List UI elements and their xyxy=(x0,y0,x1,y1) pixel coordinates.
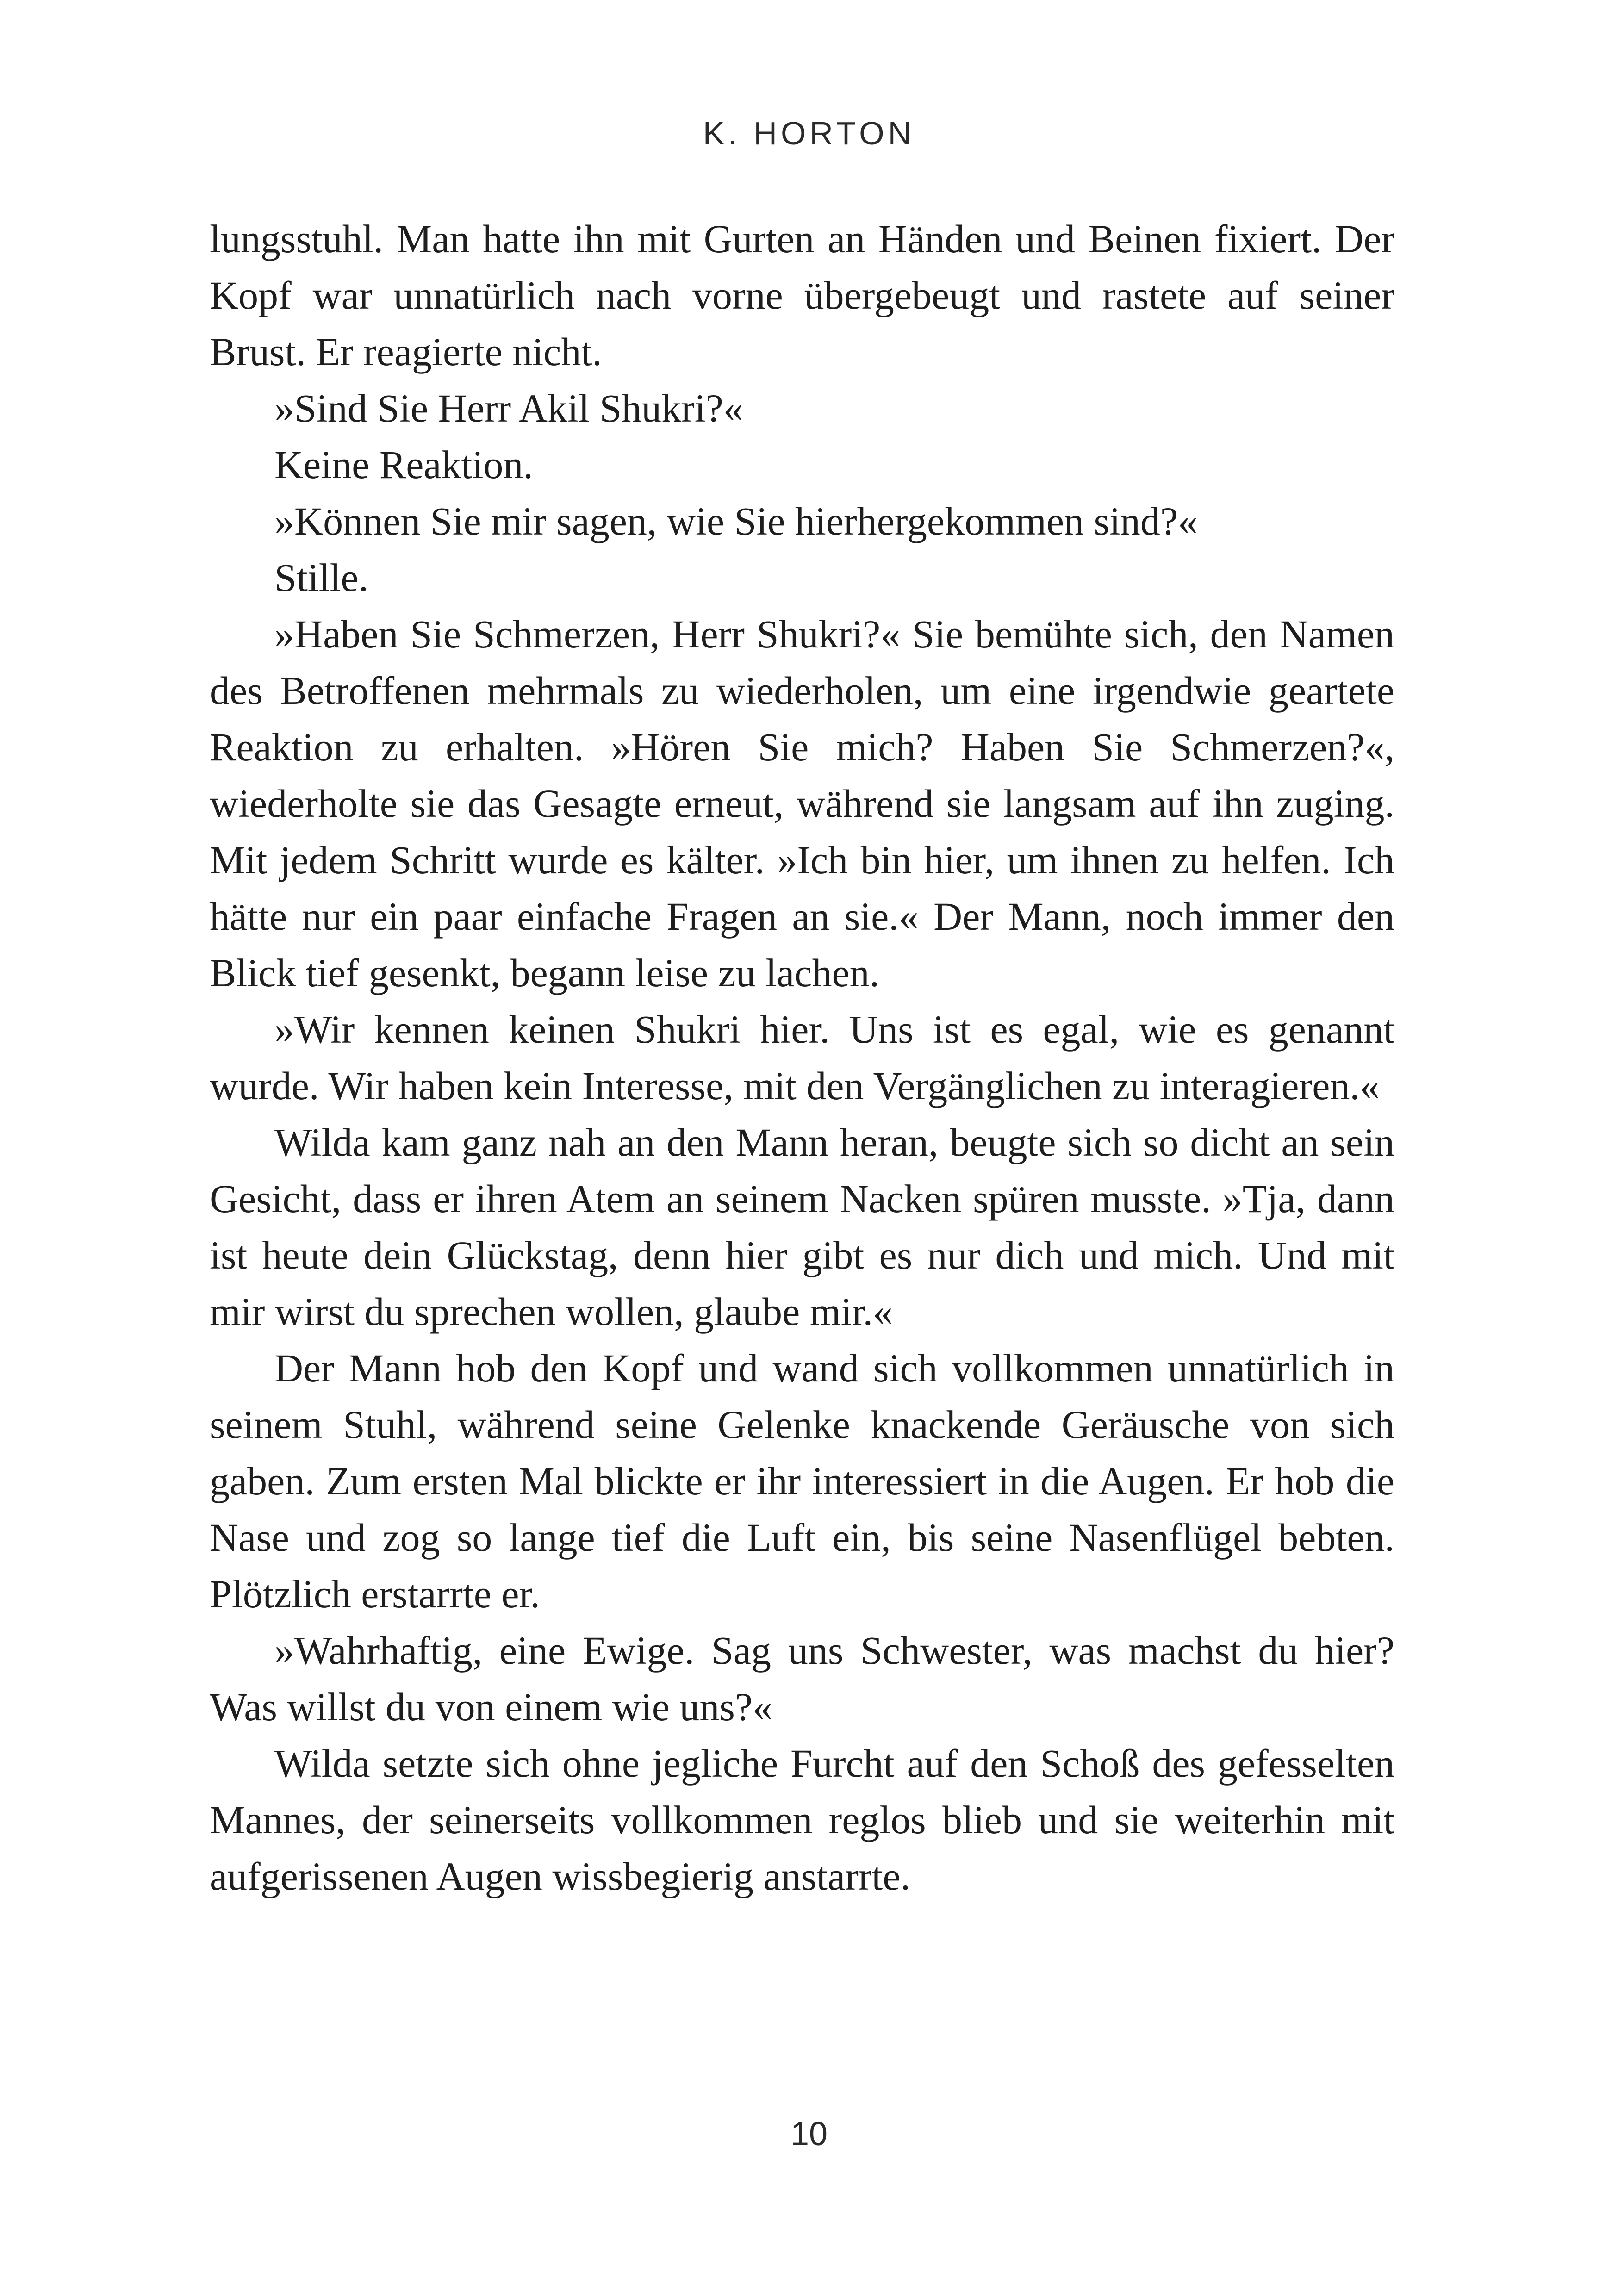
paragraph: »Wahrhaftig, eine Ewige. Sag uns Schwester, was machst du hier? Was willst du von einem wie uns?« xyxy=(210,1628,1394,1729)
running-head-author: K. HORTON xyxy=(703,115,915,151)
paragraph: Der Mann hob den Kopf und wand sich vollkommen unnatürlich in seinem Stuhl, während seine Gelenke knackende Geräusche von sich gaben. Zum ersten Mal blickte er ihr interessiert in die Augen. Er hob die Nase und zog so lange tief die Luft ein, bis seine Nasenflügel bebten. Plötzlich erstarrte er. xyxy=(210,1346,1394,1616)
paragraph-continuation: lungsstuhl. Man hatte ihn mit Gurten an Händen und Beinen fixiert. Der Kopf war unnatürlich nach vorne übergebeugt und rastete auf seiner Brust. Er reagierte nicht. xyxy=(210,217,1394,374)
paragraph: Stille. xyxy=(274,555,369,600)
paragraph: Keine Reaktion. xyxy=(274,442,533,487)
paragraph: »Wir kennen keinen Shukri hier. Uns ist es egal, wie es genannt wurde. Wir haben kein Interesse, mit den Vergänglichen zu interagieren.« xyxy=(210,1007,1394,1108)
body-text xyxy=(210,211,1394,1904)
page-number: 10 xyxy=(790,2116,828,2153)
paragraph: Wilda setzte sich ohne jegliche Furcht auf den Schoß des gefesselten Mannes, der seinerseits vollkommen reglos blieb und sie weiterhin mit aufgerissenen Augen wissbegierig anstarrte. xyxy=(210,1741,1394,1898)
paragraph: »Können Sie mir sagen, wie Sie hierhergekommen sind?« xyxy=(274,499,1198,543)
paragraph: »Haben Sie Schmerzen, Herr Shukri?« Sie bemühte sich, den Namen des Betroffenen mehrmals zu wiederholen, um eine irgendwie geartete Reaktion zu erhalten. »Hören Sie mich? Haben Sie Schmerzen?«, wiederholte sie das Gesagte erneut, während sie langsam auf ihn zuging. Mit jedem Schritt wurde es kälter. »Ich bin hier, um ihnen zu helfen. Ich hätte nur ein paar einfache Fragen an sie.« Der Mann, noch immer den Blick tief gesenkt, begann leise zu lachen. xyxy=(210,612,1394,995)
paragraph: »Sind Sie Herr Akil Shukri?« xyxy=(274,386,743,430)
paragraph: Wilda kam ganz nah an den Mann heran, beugte sich so dicht an sein Gesicht, dass er ihren Atem an seinem Nacken spüren musste. »Tja, dann ist heute dein Glückstag, denn hier gibt es nur dich und mich. Und mit mir wirst du sprechen wollen, glaube mir.« xyxy=(210,1120,1394,1334)
